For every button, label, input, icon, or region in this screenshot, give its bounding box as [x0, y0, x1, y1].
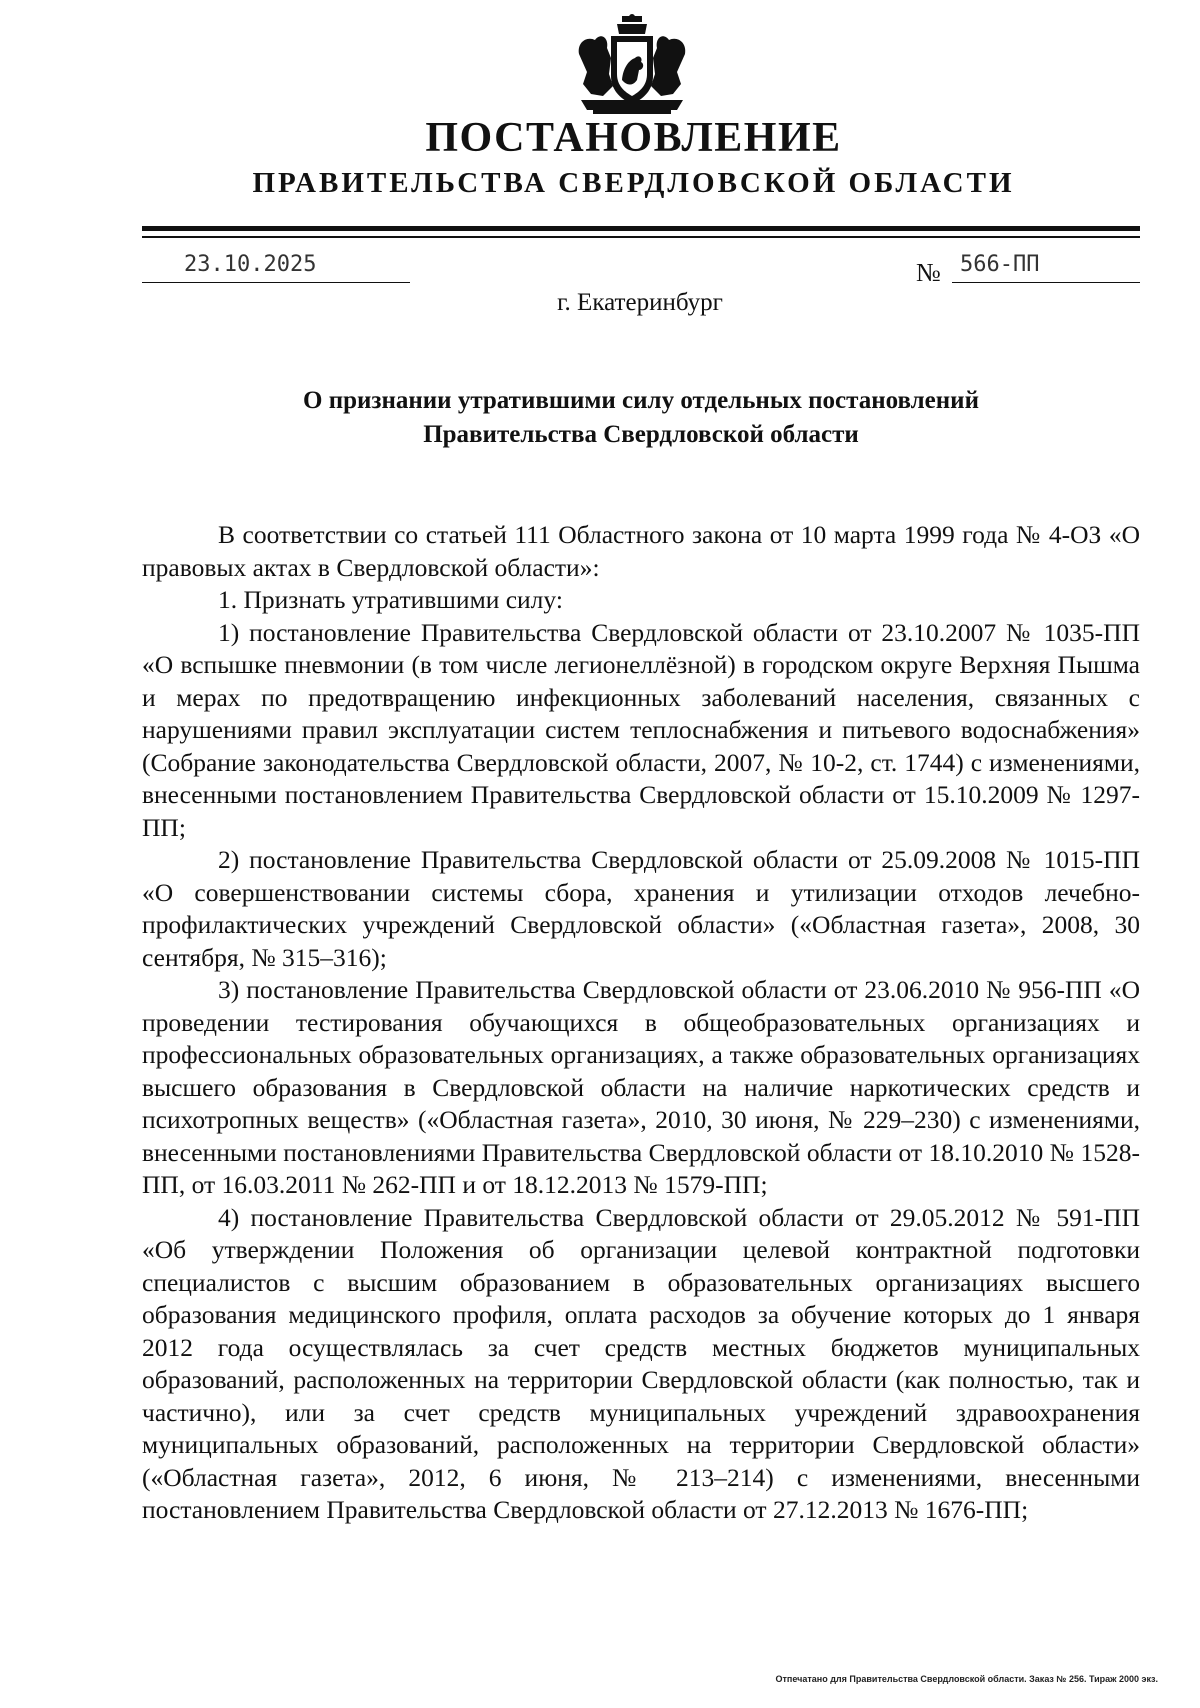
- document-title: [142, 384, 1140, 452]
- subitem-2: 2) постановление Правительства Свердловской области от 25.09.2008 № 1015-ПП «О совершенствовании системы сбора, хранения и утилизации отходов лечебно-профилактических учреждений Свердловской области» («Областная газета», 2008, 30 сентября, № 315–316);: [142, 845, 1140, 972]
- document-date: 23.10.2025: [184, 252, 317, 277]
- coat-of-arms-icon: [573, 14, 691, 116]
- subitem-1: 1) постановление Правительства Свердловской области от 23.10.2007 № 1035-ПП «О вспышке пневмонии (в том числе легионеллёзной) в городском округе Верхняя Пышма и мерах по предотвращению инфекционных заболеваний населения, связанных с нарушениями правил эксплуатации систем теплоснабжения и питьевого водоснабжения» (Собрание законодательства Свердловской области, 2007, № 10-2, ст. 1744) с изменениями, внесенными постановлением Правительства Свердловской области от 15.10.2009 № 1297-ПП;: [142, 617, 1140, 842]
- document-number: 566-ПП: [960, 252, 1040, 277]
- subitem-3: 3) постановление Правительства Свердловской области от 23.06.2010 № 956-ПП «О проведении тестирования обучающихся в общеобразовательных организациях и профессиональных образовательных организациях, а также образовательных организациях высшего образования в Свердловской области на наличие наркотических средств и психотропных веществ» («Областная газета», 2010, 30 июня, № 229–230) с изменениями, внесенными постановлениями Правительства Свердловской области от 18.10.2010 № 1528-ПП, от 16.03.2011 № 262-ПП и от 18.12.2013 № 1579-ПП;: [142, 975, 1140, 1199]
- print-imprint: Отпечатано для Правительства Свердловской области. Заказ № 256. Тираж 2000 экз.: [775, 1674, 1158, 1684]
- number-sign: №: [916, 258, 941, 287]
- title-line-2: Правительства Свердловской области: [423, 421, 859, 448]
- item-1-heading: 1. Признать утратившими силу:: [218, 585, 563, 614]
- document-body: [142, 519, 1140, 1527]
- number-field: [952, 250, 1140, 283]
- date-field: [142, 250, 410, 283]
- header-divider-thick: [142, 226, 1140, 231]
- preamble: В соответствии со статьей 111 Областного закона от 10 марта 1999 года № 4-ОЗ «О правовых актах в Свердловской области»:: [142, 520, 1140, 582]
- document-type: ПОСТАНОВЛЕНИЕ: [425, 115, 842, 161]
- issuing-authority: ПРАВИТЕЛЬСТВА СВЕРДЛОВСКОЙ ОБЛАСТИ: [252, 167, 1015, 199]
- title-line-1: О признании утратившими силу отдельных постановлений: [303, 387, 979, 414]
- header-divider-thin: [142, 236, 1140, 238]
- place-of-issue: г. Екатеринбург: [557, 289, 723, 316]
- subitem-4: 4) постановление Правительства Свердловской области от 29.05.2012 № 591-ПП «Об утверждении Положения об организации целевой контрактной подготовки специалистов с высшим образованием в образовательных организациях высшего образования медицинского профиля, оплата расходов за обучение которых до 1 января 2012 года осуществлялась за счет средств местных бюджетов муниципальных образований, расположенных на территории Свердловской области (как полностью, так и частично), или за счет средств муниципальных учреждений здравоохранения муниципальных образований, расположенных на территории Свердловской области» («Областная газета», 2012, 6 июня, № 213–214) с изменениями, внесенными постановлением Правительства Свердловской области от 27.12.2013 № 1676-ПП;: [142, 1202, 1140, 1524]
